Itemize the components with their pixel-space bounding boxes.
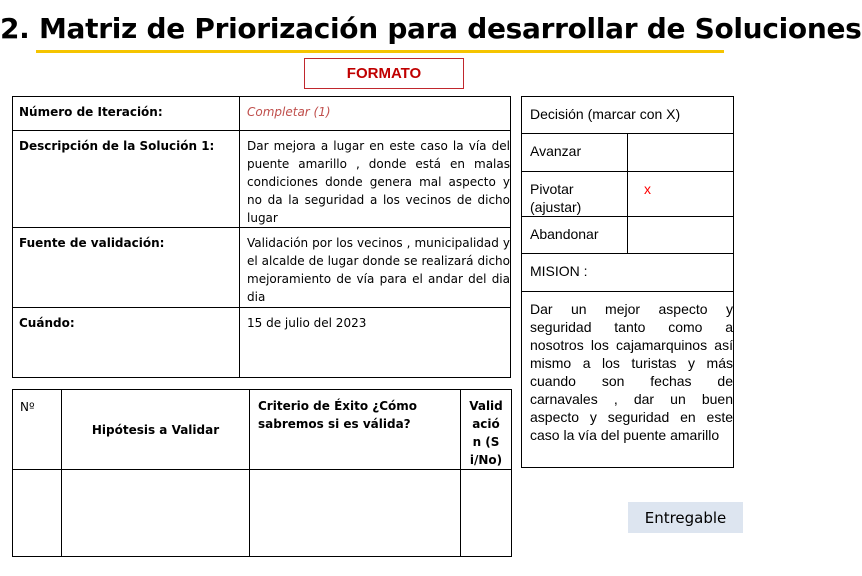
mision-label: MISION : bbox=[522, 254, 734, 292]
hypothesis-table bbox=[12, 389, 512, 557]
col-hypothesis-header: Hipótesis a Validar bbox=[62, 390, 250, 470]
description-value[interactable]: Dar mejora a lugar en este caso la vía del puente amarillo , donde está en malas condiciones donde genera mal aspecto y no da la seguridad a los vecinos de dicho lugar bbox=[240, 131, 511, 228]
validation-source-label: Fuente de validación: bbox=[13, 228, 240, 308]
decision-abandonar-label: Abandonar bbox=[522, 217, 628, 254]
decision-abandonar-mark[interactable] bbox=[628, 217, 734, 254]
col-validation-header: Validación (Si/No) bbox=[461, 390, 512, 470]
cell-validation[interactable] bbox=[461, 470, 512, 557]
page-title: 2. Matriz de Priorización para desarrollar de Soluciones bbox=[0, 12, 862, 45]
mision-text[interactable]: Dar un mejor aspecto y seguridad tanto como a nosotros los cajamarquinos así mismo a los turistas y más cuando son fechas de carnavales , dar un buen aspecto y seguridad en este caso la vía del puente amarillo bbox=[522, 292, 734, 468]
cell-hypothesis[interactable] bbox=[62, 470, 250, 557]
validation-source-value[interactable]: Validación por los vecinos , municipalidad y el alcalde de lugar donde se realizará dicho mejoramiento de vía para el andar del dia dia bbox=[240, 228, 511, 308]
formato-label: FORMATO bbox=[304, 58, 464, 89]
decision-pivotar-mark[interactable]: x bbox=[628, 172, 734, 217]
iteration-value[interactable]: Completar (1) bbox=[240, 97, 511, 131]
cell-criteria[interactable] bbox=[250, 470, 461, 557]
decision-pivotar-label: Pivotar (ajustar) bbox=[522, 172, 628, 217]
col-number-header: Nº bbox=[13, 390, 62, 470]
when-value[interactable]: 15 de julio del 2023 bbox=[240, 308, 511, 378]
col-criteria-header: Criterio de Éxito ¿Cómo sabremos si es válida? bbox=[250, 390, 461, 470]
entregable-label: Entregable bbox=[628, 502, 743, 533]
when-label: Cuándo: bbox=[13, 308, 240, 378]
description-label: Descripción de la Solución 1: bbox=[13, 131, 240, 228]
decision-table bbox=[521, 96, 734, 468]
decision-avanzar-mark[interactable] bbox=[628, 134, 734, 172]
solution-table bbox=[12, 96, 511, 378]
title-underline bbox=[36, 50, 724, 53]
decision-header: Decisión (marcar con X) bbox=[522, 97, 734, 134]
decision-avanzar-label: Avanzar bbox=[522, 134, 628, 172]
iteration-label: Número de Iteración: bbox=[13, 97, 240, 131]
cell-number[interactable] bbox=[13, 470, 62, 557]
